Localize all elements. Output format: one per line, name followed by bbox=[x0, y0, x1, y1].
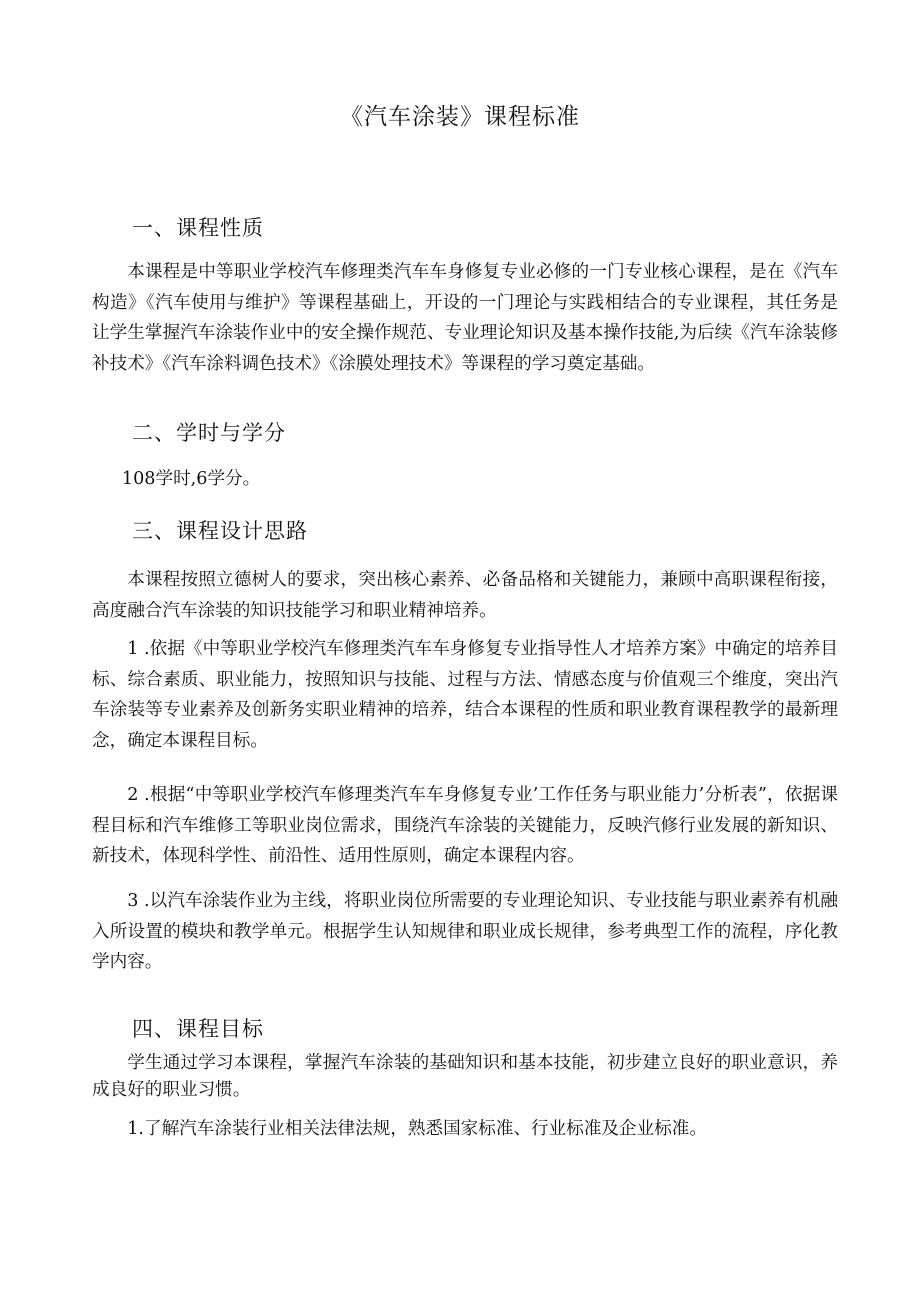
paragraph-objectives-intro: 学生通过学习本课程，掌握汽车涂装的基础知识和基本技能，初步建立良好的职业意识，养成良好的职业习惯。 bbox=[92, 1053, 838, 1100]
paragraph-design-point-1: 1 .依据《中等职业学校汽车修理类汽车车身修复专业指导性人才培养方案》中确定的培养目标、综合素质、职业能力，按照知识与技能、过程与方法、情感态度与价值观三个维度，突出汽车涂装等专业素养及创新务实职业精神的培养，结合本课程的性质和职业教育课程教学的最新理念，确定本课程目标。 bbox=[92, 639, 838, 751]
document-title: 《汽车涂装》课程标准 bbox=[340, 104, 580, 130]
paragraph-design-point-2: 2 .根据“中等职业学校汽车修理类汽车车身修复专业’工作任务与职业能力’分析表”，依据课程目标和汽车维修工等职业岗位需求，围绕汽车涂装的关键能力，反映汽修行业发展的新知识、新技术，体现科学性、前沿性、适用性原则，确定本课程内容。 bbox=[92, 785, 838, 866]
section-heading-nature: 一、课程性质 bbox=[132, 216, 264, 240]
paragraph-design-intro: 本课程按照立德树人的要求，突出核心素养、必备品格和关键能力，兼顾中高职课程衔接，高度融合汽车涂装的知识技能学习和职业精神培养。 bbox=[92, 570, 838, 621]
paragraph-hours-credits: 108学时,6学分。 bbox=[121, 469, 261, 489]
paragraph-objective-1: 1.了解汽车涂装行业相关法律法规，熟悉国家标准、行业标准及企业标准。 bbox=[127, 1119, 707, 1139]
section-heading-objectives: 四、课程目标 bbox=[132, 1017, 264, 1041]
section-heading-design: 三、课程设计思路 bbox=[132, 519, 308, 543]
paragraph-course-nature: 本课程是中等职业学校汽车修理类汽车车身修复专业必修的一门专业核心课程，是在《汽车构造》《汽车使用与维护》等课程基础上，开设的一门理论与实践相结合的专业课程，其任务是让学生掌握汽车涂装作业中的安全操作规范、专业理论知识及基本操作技能,为后续《汽车涂装修补技术》《汽车涂料调色技术》《涂膜处理技术》等课程的学习奠定基础。 bbox=[92, 262, 838, 374]
paragraph-design-point-3: 3 .以汽车涂装作业为主线，将职业岗位所需要的专业理论知识、专业技能与职业素养有机融入所设置的模块和教学单元。根据学生认知规律和职业成长规律，参考典型工作的流程，序化教学内容。 bbox=[92, 891, 838, 972]
section-heading-hours-credits: 二、学时与学分 bbox=[132, 421, 286, 445]
